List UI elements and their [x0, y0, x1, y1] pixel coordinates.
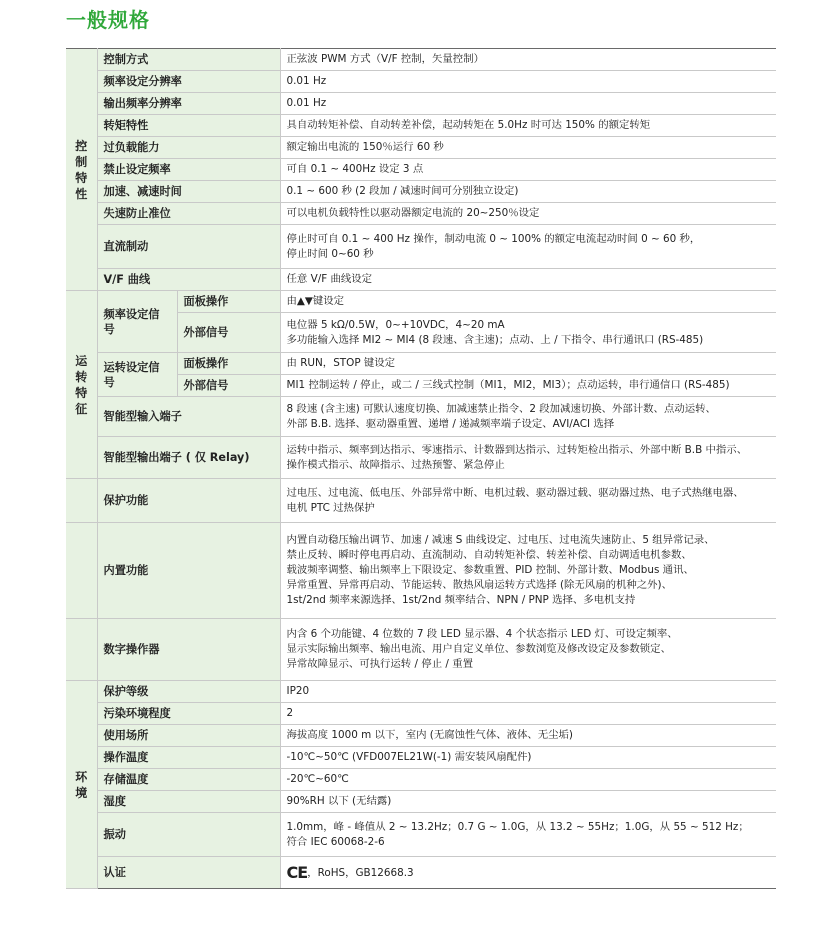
- spec-row: [66, 479, 776, 523]
- spec-row: [66, 725, 776, 747]
- spec-row: [66, 523, 776, 619]
- spec-sublabel: 外部信号: [177, 375, 280, 397]
- spec-sublabel: 面板操作: [177, 291, 280, 313]
- spec-value: [280, 857, 776, 889]
- spec-row: [66, 291, 776, 313]
- cert-text: ，RoHS，GB12668.3: [307, 866, 414, 879]
- spec-value: 内置自动稳压输出调节、加速 / 减速 S 曲线设定、过电压、过电流失速防止、5 组异常记录、 禁止反转、瞬时停电再启动、直流制动、自动转矩补偿、转差补偿、自动调适电机参数、 载波频率调整、输出频率上下限设定、参数重置、PID 控制、外部计数、Modbus 通讯、 异常重置、异常再启动、节能运转、散热风扇运转方式选择 (除无风扇的机种之外)、 1st/2nd 频率来源选择、1st/2nd 频率结合、NPN / PNP 选择、多电机支持: [280, 523, 776, 619]
- spec-row: [66, 747, 776, 769]
- category-empty: [66, 479, 97, 523]
- spec-value: 过电压、过电流、低电压、外部异常中断、电机过载、驱动器过载、驱动器过热、电子式热继电器、 电机 PTC 过热保护: [280, 479, 776, 523]
- spec-value: 90%RH 以下 (无结露): [280, 791, 776, 813]
- spec-label: 湿度: [97, 791, 280, 813]
- spec-row: [66, 49, 776, 71]
- spec-value: 停止时可自 0.1 ~ 400 Hz 操作，制动电流 0 ~ 100% 的额定电流起动时间 0 ~ 60 秒， 停止时间 0~60 秒: [280, 225, 776, 269]
- spec-label: 过负载能力: [97, 137, 280, 159]
- spec-label: 直流制动: [97, 225, 280, 269]
- spec-label: 运转设定信号: [97, 353, 177, 397]
- spec-row: [66, 703, 776, 725]
- spec-label: 输出频率分辨率: [97, 93, 280, 115]
- spec-label: 内置功能: [97, 523, 280, 619]
- spec-value: 额定输出电流的 150％运行 60 秒: [280, 137, 776, 159]
- spec-label: V/F 曲线: [97, 269, 280, 291]
- spec-label: 污染环境程度: [97, 703, 280, 725]
- category-control: 控 制 特 性: [66, 49, 97, 291]
- spec-value: 运转中指示、频率到达指示、零速指示、计数器到达指示、过转矩检出指示、外部中断 B.B 中指示、 操作模式指示、故障指示、过热预警、紧急停止: [280, 437, 776, 479]
- spec-row: [66, 681, 776, 703]
- category-empty: [66, 523, 97, 619]
- spec-label: 存储温度: [97, 769, 280, 791]
- spec-row: [66, 619, 776, 681]
- spec-value: 0.1 ~ 600 秒 (2 段加 / 减速时间可分别独立设定): [280, 181, 776, 203]
- spec-row: [66, 137, 776, 159]
- spec-row: [66, 813, 776, 857]
- ce-mark-icon: CE: [286, 862, 308, 882]
- spec-value: 0.01 Hz: [280, 71, 776, 93]
- spec-row: [66, 115, 776, 137]
- spec-value: 正弦波 PWM 方式（V/F 控制，矢量控制）: [280, 49, 776, 71]
- spec-value: -10℃~50℃ (VFD007EL21W(-1) 需安装风扇配件): [280, 747, 776, 769]
- spec-row: [66, 397, 776, 437]
- spec-row: [66, 857, 776, 889]
- spec-value: 内含 6 个功能键、4 位数的 7 段 LED 显示器、4 个状态指示 LED 灯、可设定频率、 显示实际输出频率、输出电流、用户自定义单位、参数浏览及修改设定及参数锁定、 异常故障显示、可执行运转 / 停止 / 重置: [280, 619, 776, 681]
- spec-label: 使用场所: [97, 725, 280, 747]
- spec-label: 加速、减速时间: [97, 181, 280, 203]
- spec-value: 可自 0.1 ~ 400Hz 设定 3 点: [280, 159, 776, 181]
- spec-label: 失速防止准位: [97, 203, 280, 225]
- spec-row: [66, 437, 776, 479]
- spec-row: [66, 791, 776, 813]
- spec-label: 智能型输入端子: [97, 397, 280, 437]
- spec-row: [66, 203, 776, 225]
- spec-value: 8 段速 (含主速) 可默认速度切换、加减速禁止指令、2 段加减速切换、外部计数、点动运转、 外部 B.B. 选择、驱动器重置、递增 / 递减频率端子设定、AVI/ACI 选择: [280, 397, 776, 437]
- spec-value: 电位器 5 kΩ/0.5W，0~+10VDC，4~20 mA 多功能输入选择 MI2 ~ MI4 (8 段速、含主速)；点动、上 / 下指令、串行通讯口 (RS-485): [280, 313, 776, 353]
- spec-value: 由▲▼键设定: [280, 291, 776, 313]
- spec-value: 任意 V/F 曲线设定: [280, 269, 776, 291]
- spec-row: [66, 181, 776, 203]
- spec-row: [66, 353, 776, 375]
- spec-row: [66, 769, 776, 791]
- category-env: 环 境: [66, 681, 97, 889]
- spec-sublabel: 外部信号: [177, 313, 280, 353]
- spec-label: 认证: [97, 857, 280, 889]
- spec-value: 由 RUN，STOP 键设定: [280, 353, 776, 375]
- spec-value: 具自动转矩补偿、自动转差补偿，起动转矩在 5.0Hz 时可达 150% 的额定转矩: [280, 115, 776, 137]
- spec-label: 频率设定分辨率: [97, 71, 280, 93]
- spec-value: -20℃~60℃: [280, 769, 776, 791]
- spec-value: 海拔高度 1000 m 以下，室内 (无腐蚀性气体、液体、无尘垢): [280, 725, 776, 747]
- spec-row: [66, 269, 776, 291]
- spec-label: 保护等级: [97, 681, 280, 703]
- spec-label: 振动: [97, 813, 280, 857]
- spec-row: [66, 225, 776, 269]
- spec-sublabel: 面板操作: [177, 353, 280, 375]
- spec-row: [66, 71, 776, 93]
- category-run: 运 转 特 征: [66, 291, 97, 479]
- spec-value: 0.01 Hz: [280, 93, 776, 115]
- spec-label: 智能型输出端子 ( 仅 Relay): [97, 437, 280, 479]
- spec-value: MI1 控制运转 / 停止，或二 / 三线式控制（MI1，MI2，MI3）；点动运转，串行通信口 (RS-485): [280, 375, 776, 397]
- spec-label: 控制方式: [97, 49, 280, 71]
- page-title: 一般规格: [66, 8, 150, 32]
- spec-table: [66, 48, 776, 889]
- spec-label: 禁止设定频率: [97, 159, 280, 181]
- spec-row: [66, 93, 776, 115]
- category-empty: [66, 619, 97, 681]
- spec-value: 可以电机负载特性以驱动器额定电流的 20~250％设定: [280, 203, 776, 225]
- spec-label: 频率设定信号: [97, 291, 177, 353]
- spec-label: 转矩特性: [97, 115, 280, 137]
- spec-value: IP20: [280, 681, 776, 703]
- spec-value: 2: [280, 703, 776, 725]
- spec-label: 保护功能: [97, 479, 280, 523]
- spec-row: [66, 159, 776, 181]
- spec-value: 1.0mm，峰 - 峰值从 2 ~ 13.2Hz；0.7 G ~ 1.0G，从 13.2 ~ 55Hz；1.0G，从 55 ~ 512 Hz； 符合 IEC 60068-2-6: [280, 813, 776, 857]
- spec-label: 数字操作器: [97, 619, 280, 681]
- spec-label: 操作温度: [97, 747, 280, 769]
